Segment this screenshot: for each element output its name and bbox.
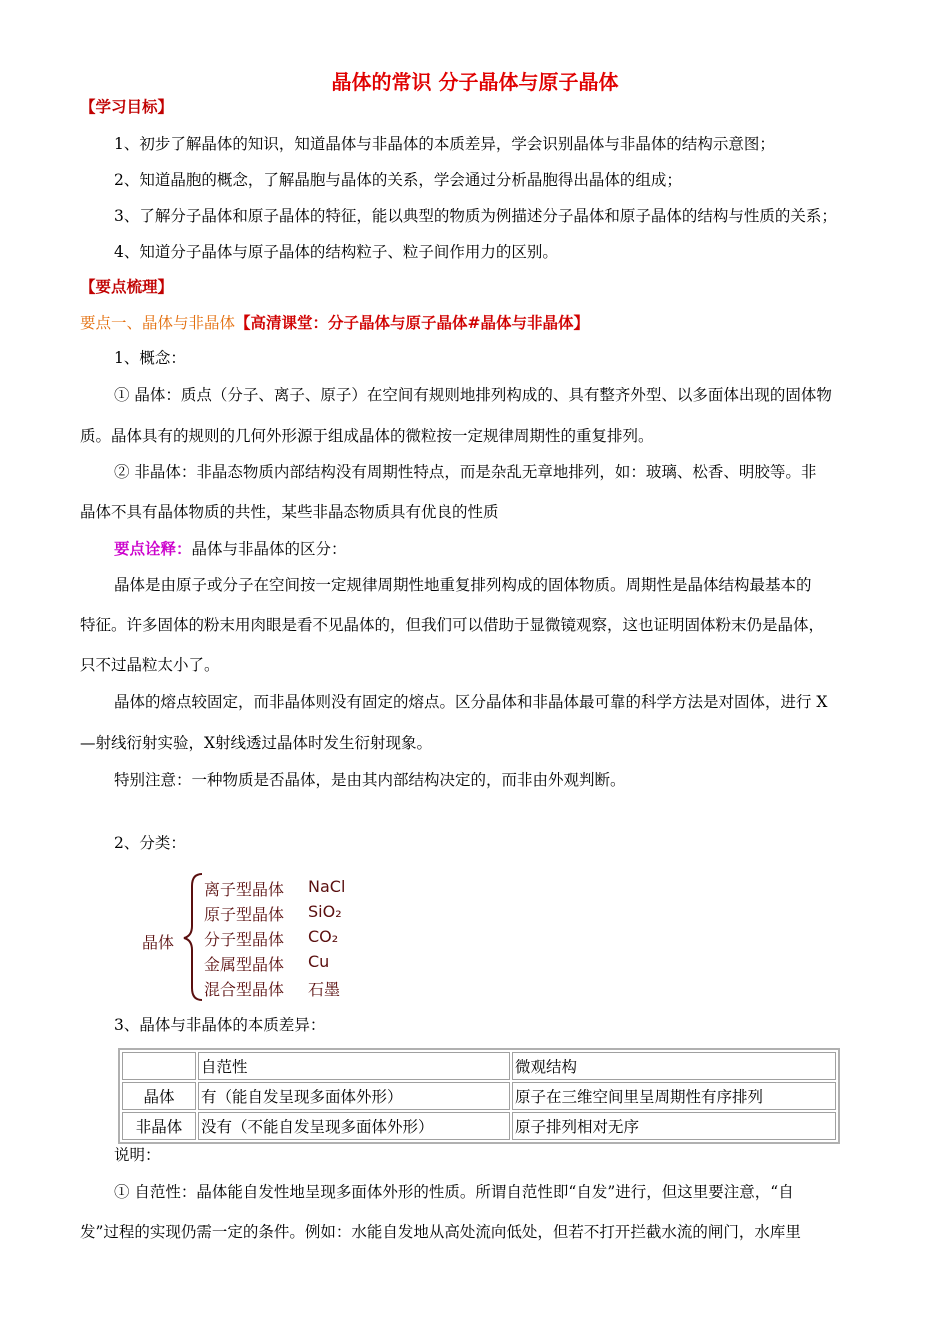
classification-example: SiO₂ [308, 902, 342, 921]
goal-item: 1、初步了解晶体的知识，知道晶体与非晶体的本质差异，学会识别晶体与非晶体的结构示意图； [114, 135, 775, 153]
table-cell: 没有（不能自发呈现多面体外形） [198, 1112, 510, 1140]
table-cell: 晶体 [122, 1082, 196, 1110]
explain-text: ① 自范性：晶体能自发性地呈现多面体外形的性质。所谓自范性即“自发”进行，但这里要注意，“自 [114, 1183, 794, 1201]
explain-text-cont: 发”过程的实现仍需一定的条件。例如：水能自发地从高处流向低处，但若不打开拦截水流的闸门，水库里 [80, 1223, 801, 1241]
classification-type: 原子型晶体 [204, 905, 285, 924]
note-text: 晶体与非晶体的区分： [191, 540, 347, 558]
goals-heading: 【学习目标】 [80, 97, 174, 116]
classification-example: Cu [308, 952, 330, 971]
crystal-definition: ① 晶体：质点（分子、离子、原子）在空间有规则地排列构成的、具有整齐外型、以多面体出现的固体物 [114, 386, 832, 404]
classification-type: 离子型晶体 [204, 880, 285, 899]
paragraph: 特征。许多固体的粉末用肉眼是看不见晶体的，但我们可以借助于显微镜观察，这也证明固体粉末仍是晶体， [80, 616, 825, 634]
point1-title: 要点一、晶体与非晶体 [80, 314, 236, 332]
explain-label: 说明： [114, 1146, 161, 1164]
page-title: 晶体的常识 分子晶体与原子晶体 [331, 70, 619, 94]
goal-item: 3、了解分子晶体和原子晶体的特征，能以典型的物质为例描述分子晶体和原子晶体的结构与性质的关系； [114, 207, 837, 225]
classification-type: 金属型晶体 [204, 955, 285, 974]
table-cell: 非晶体 [122, 1112, 196, 1140]
paragraph: —射线衍射实验，X射线透过晶体时发生衍射现象。 [80, 734, 433, 752]
classification-type: 分子型晶体 [204, 930, 285, 949]
goal-item: 4、知道分子晶体与原子晶体的结构粒子、粒子间作用力的区别。 [114, 243, 558, 261]
amorphous-definition: ② 非晶体：非晶态物质内部结构没有周期性特点，而是杂乱无章地排列，如：玻璃、松香、明胶等。非 [114, 463, 817, 481]
classification-example: NaCl [308, 877, 346, 896]
classification-diagram [142, 872, 372, 1002]
note-label: 要点诠释： [114, 539, 192, 558]
classification-example: CO₂ [308, 927, 339, 946]
table-cell: 原子排列相对无序 [512, 1112, 836, 1140]
table-header-row [122, 1052, 836, 1080]
point1-link[interactable]: 【高清课堂：分子晶体与原子晶体#晶体与非晶体】 [235, 313, 590, 332]
crystal-definition-cont: 质。晶体具有的规则的几何外形源于组成晶体的微粒按一定规律周期性的重复排列。 [80, 427, 654, 445]
table-header-cell: 微观结构 [512, 1052, 836, 1080]
paragraph: 只不过晶粒太小了。 [80, 656, 220, 674]
paragraph: 晶体的熔点较固定，而非晶体则没有固定的熔点。区分晶体和非晶体最可靠的科学方法是对固体，进行 X [114, 693, 828, 711]
classification-example: 石墨 [308, 980, 341, 999]
classification-root: 晶体 [142, 933, 175, 952]
table-row [122, 1082, 836, 1110]
table-cell: 原子在三维空间里呈周期性有序排列 [512, 1082, 836, 1110]
table-header-cell: 自范性 [198, 1052, 510, 1080]
classification-type: 混合型晶体 [204, 980, 285, 999]
amorphous-definition-cont: 晶体不具有晶体物质的共性，某些非晶态物质具有优良的性质 [80, 503, 499, 521]
difference-label: 3、晶体与非晶体的本质差异： [114, 1016, 326, 1034]
table-row [122, 1112, 836, 1140]
classify-label: 2、分类： [114, 834, 186, 852]
points-heading: 【要点梳理】 [80, 277, 174, 296]
table-header-cell [122, 1052, 196, 1080]
point1-heading [80, 312, 890, 334]
paragraph: 特别注意：一种物质是否晶体，是由其内部结构决定的，而非由外观判断。 [114, 771, 626, 789]
comparison-table [118, 1048, 840, 1144]
brace-icon [182, 872, 206, 1002]
goal-item: 2、知道晶胞的概念，了解晶胞与晶体的关系，学会通过分析晶胞得出晶体的组成； [114, 171, 682, 189]
note-line [114, 538, 924, 560]
paragraph: 晶体是由原子或分子在空间按一定规律周期性地重复排列构成的固体物质。周期性是晶体结构最基本的 [114, 576, 812, 594]
concept-label: 1、概念： [114, 349, 186, 367]
table-cell: 有（能自发呈现多面体外形） [198, 1082, 510, 1110]
